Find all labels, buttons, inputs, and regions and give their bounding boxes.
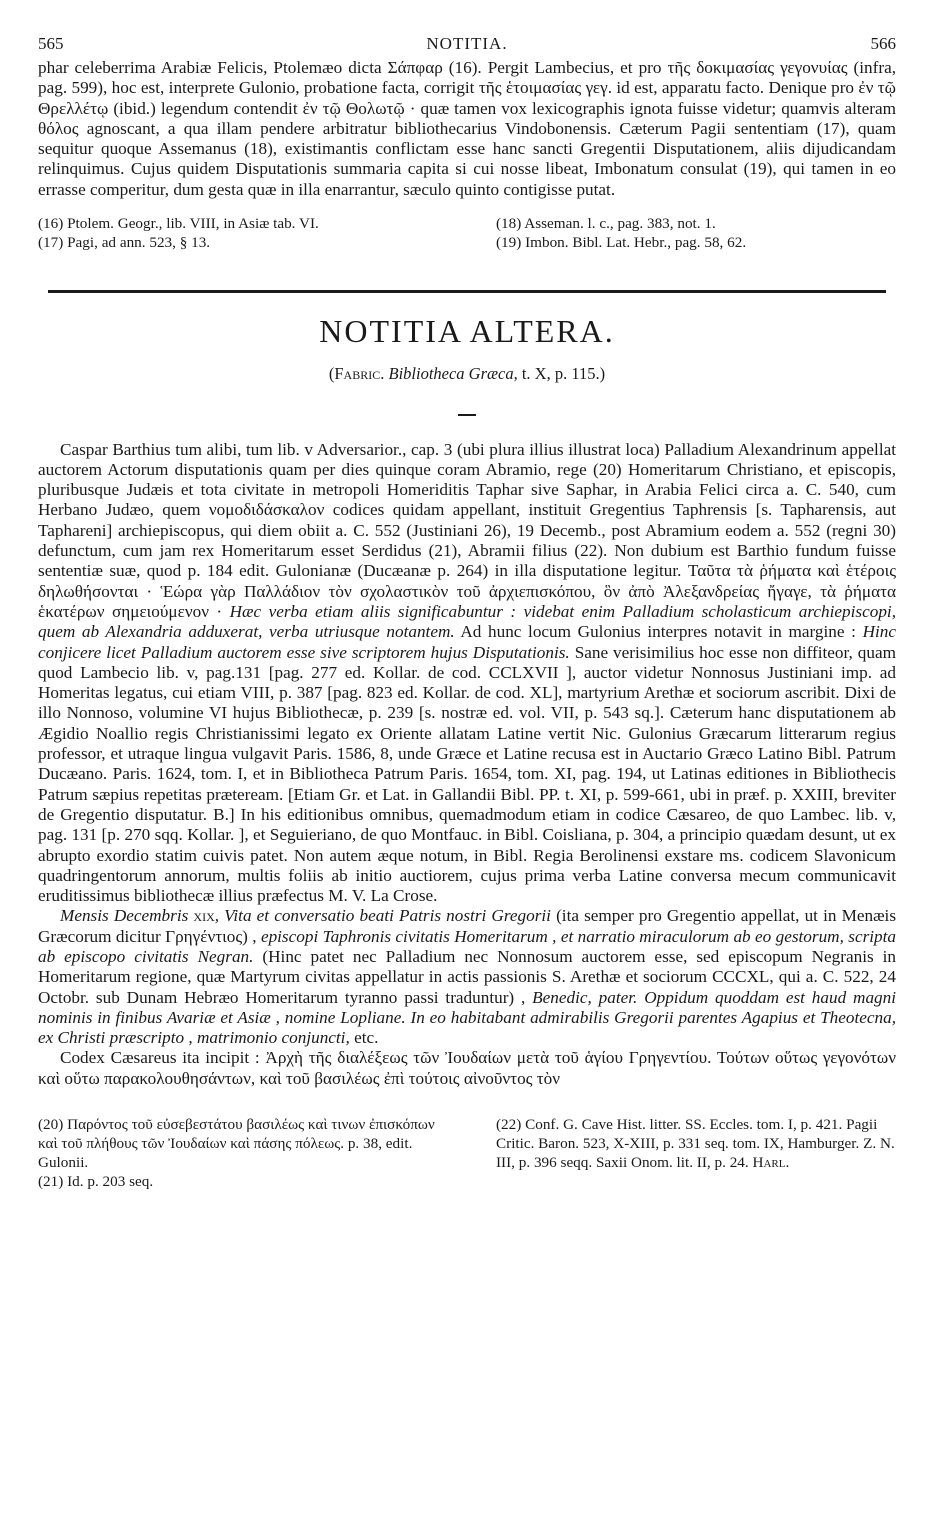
para2-italic-3: episcopi Taphronis civitatis Homeritarum , et narratio miraculorum ab eo gestorum, scripta ab episcopo civitatis Negran. — [38, 926, 897, 966]
source-location: , t. X, p. 115. — [513, 364, 600, 384]
footnotes-top — [38, 214, 896, 252]
section-title: NOTITIA ALTERA. — [319, 313, 615, 350]
continuation-paragraph: phar celeberrima Arabiæ Felicis, Ptolemæo dicta Σάπφαρ (16). Pergit Lambecius, et pro τῆς δοκιμασίας γεγονυίας (infra, pag. 599), hoc est, interprete Gulonio, probatione facta, corrigit τῆς ἑτοιμασίας γεγ. id est, apparatu facto. Denique pro ἐν τῷ Θρελλέτῳ (ibid.) legendum contendit ἐν τῷ Θολωτῷ · quæ tamen vox lexicographis ignota fuisse videtur; quamvis alteram θόλος agnoscant, a qua illam pendere arbitratur bibliothecarius Vindobonensis. Cæterum Pagii sententiam (17), quam sequitur quoque Assemanus (18), existimantis conflictam esse hanc sancti Gregentii Disputationem, aliis dijudicandam relinquimus. Cujus quidem Disputationis summaria capita si cui nosse libeat, Imbonatum consulat (19), qui tamen in eo errasse comperitur, dum gesta quæ in illa enarrantur, sæculo quinto contigisse putat. — [38, 58, 896, 199]
body-paragraph-1 — [38, 440, 896, 907]
footnote-16: (16) Ptolem. Geogr., lib. VIII, in Asiæ tab. VI. — [38, 215, 319, 233]
page-number-left: 565 — [38, 34, 64, 53]
footnotes-bottom-left — [38, 1115, 458, 1191]
footnote-22 — [496, 1115, 896, 1172]
para1-text-b: Ad hunc locum Gulonius interpres notavit in margine : — [460, 622, 856, 642]
body-paragraph-2 — [38, 906, 896, 1048]
footnotes-bottom-right — [486, 1115, 896, 1191]
running-header — [38, 34, 896, 56]
footnotes-top-right — [486, 214, 896, 252]
source-work: Bibliotheca Græca — [388, 364, 514, 384]
running-title: NOTITIA. — [426, 34, 508, 53]
footnote-22-text: (22) Conf. G. Cave Hist. litter. SS. Eccles. tom. I, p. 421. Pagii Critic. Baron. 523, X-XIII, p. 331 seq. tom. IX, Hamburger. Z. N. III, p. 396 seqq. Saxii Onom. lit. II, p. 24. — [496, 1116, 895, 1172]
footnotes-top-left — [38, 214, 458, 252]
footnote-19: (19) Imbon. Bibl. Lat. Hebr., pag. 58, 62. — [496, 234, 747, 252]
para1-text-a: Caspar Barthius tum alibi, tum lib. v Adversarior., cap. 3 (ubi plura illius illustrat loca) Palladium Alexandrinum appellat auctorem Actorum disputationis quam per dies quinque coram Abramio, rege (20) Homeritarum Christiano, et episcopis, pluribusque Judæis et tota civitate in metropoli Homeriditis Taphar sive Saphar, in Arabia Felici circa a. C. 540, cum Herbano Judæo, quem νομοδιδάσκαλον codices quidam appellant, instituit Gregentius Taphrensis [s. Tapharensis, aut Taphareni] archiepiscopus, qui diem obiit a. C. 552 (Justiniani 26), 19 Decemb., post Abramium eodem a. 552 (regni 30) defunctum, cum jam rex Homeritarum esset Serdidus (21), Abramii filius (22). Non dubium est Barthio fundum fuisse sententiæ suæ, quod p. 184 edit. Gulonianæ (Ducæanæ p. 264) in illa disputatione legitur. Ταῦτα τὰ ῥήματα καὶ ἑτέροις δηλωθήσονται · Ἑώρα γὰρ Παλλάδιον τὸν σχολαστικὸν τοῦ ἀρχιεπισκόπου, ὃν ἀπὸ Ἀλεξανδρείας ἤγαγε, τὰ ῥήματα ἑκατέρων σημειούμενον · — [38, 439, 896, 621]
source-author: Fabric. — [334, 364, 385, 384]
para1-text-c: Sane verisimilius hoc esse non diffiteor, quam quod Lambecio lib. v, pag.131 [pag. 277 ed. Kollar. de cod. CCLXVII ], auctor videtur Nonnosus Justiniani imp. ad Homeritas legatus, cui etiam VIII, p. 387 [pag. 823 ed. Kollar. de cod. XL], martyrium Arethæ et sociorum ascribit. Dixi de illo Nonnoso, volumine VI hujus Bibliothecæ, p. 239 [s. nostræ ed. vol. VII, p. 543 sq.]. Cæterum hanc disputationem ab Ægidio Noallio regis Christianissimi legato ex Oriente allatam Latine vertit Nic. Gulonius Græcarum litterarum regius professor, et utraque lingua vulgavit Paris. 1586, 8, unde Græce et Latine recusa est in Auctario Græco Latino Bibl. Patrum Ducæano. Paris. 1624, tom. I, et in Bibliotheca Patrum Paris. 1654, tom. XI, pag. 194, ut Latinas editiones in Bibliothecis Patrum sæpius repetitas præteream. [Etiam Gr. et Lat. in Gallandii Bibl. PP. t. XI, p. 599-661, ubi in præf. p. XXIII, breviter de Gregentio disputatur. B.] In his editionibus omnibus, quemadmodum etiam in codice Cæsareo, de quo Lambec. lib. v, pag. 131 [p. 270 sqq. Kollar. ], et Seguieriano, de quo Montfauc. in Bibl. Coisliana, p. 304, a principio quædam desunt, ut ex abrupto exordio statim cuivis patet. Non autem æque notum, in Bibl. Regia Berolinensi exstare ms. codicem Slavonicum quadringentorum annorum, multis foliis ab initio auctiorem, cujus prima verba Latine conversa mecum communicavit eruditissimus bibliothecæ illius præfectus M. V. La Crose. — [38, 642, 896, 906]
para2-numeral: xix — [193, 906, 215, 926]
footnote-20: (20) Παρόντος τοῦ εὐσεβεστάτου βασιλέως καὶ τινων ἐπισκόπων καὶ τοῦ πλήθους τῶν Ἰουδαίων καὶ πάσης πόλεως. p. 38, edit. Gulonii. — [38, 1116, 435, 1172]
para2-italic-2: , Vita et conversatio beati Patris nostri Gregorii — [214, 906, 551, 926]
para1-italic-1: Hæc verba etiam aliis significabuntur : videbat enim Palladium scholasticum archiepiscopi, quem ab Alexandria adduxerat, verba utriusque notantem. — [38, 601, 896, 642]
body-paragraph-3: Codex Cæsareus ita incipit : Ἀρχὴ τῆς διαλέξεως τῶν Ἰουδαίων μετὰ τοῦ ἁγίου Γρηγεντίου. Τούτων οὕτως γεγονότων καὶ οὕτω παρακολουθησάντων, καὶ τοῦ βασιλέως ἐπὶ τούτοις αἰνοῦντος τὸν — [38, 1048, 896, 1088]
para1-italic-2: Hinc conjicere licet Palladium auctorem esse sive scriptorem hujus Disputationis. — [38, 622, 897, 662]
footnotes-bottom — [38, 1115, 896, 1191]
footnote-21: (21) Id. p. 203 seq. — [38, 1173, 154, 1191]
para2-text-a: (ita semper pro Gregentio appellat, ut in Menæis Græcorum dicitur Γρηγέντιος) , — [38, 906, 897, 946]
footnote-17: (17) Pagi, ad ann. 523, § 13. — [38, 234, 211, 252]
para2-italic-4: Benedic, pater. Oppidum quoddam est haud magni nominis in finibus Avariæ et Asiæ , nomine Lopliane. In eo habitabant admirabilis Gregorii parentes Agapius et Theotecna, ex Christi præscripto , matrimonio conjuncti, — [38, 987, 897, 1048]
para2-text-c: etc. — [354, 1028, 379, 1048]
section-divider — [48, 290, 886, 293]
page-number-right: 566 — [870, 34, 896, 53]
para2-italic-1: Mensis Decembris — [60, 906, 189, 926]
footnote-18: (18) Asseman. l. c., pag. 383, not. 1. — [496, 215, 716, 233]
short-divider — [458, 414, 476, 416]
page-body — [38, 58, 896, 1191]
para2-text-b: (Hinc patet nec Palladium nec Nonnosum auctorem esse, sed episcopum Negranis in Homeritarum regione, quæ Martyrum civitas appellatur in actis passionis S. Arethæ et sociorum CCCXL, qui a. C. 522, 24 Octobr. sub Dunam Hebræo Homeritarum tyranno passi traduntur) , — [38, 947, 896, 1007]
footnote-22-signature: Harl. — [752, 1154, 790, 1172]
source-reference: (Fabric. Bibliotheca Græca, t. X, p. 115.) — [328, 364, 606, 384]
